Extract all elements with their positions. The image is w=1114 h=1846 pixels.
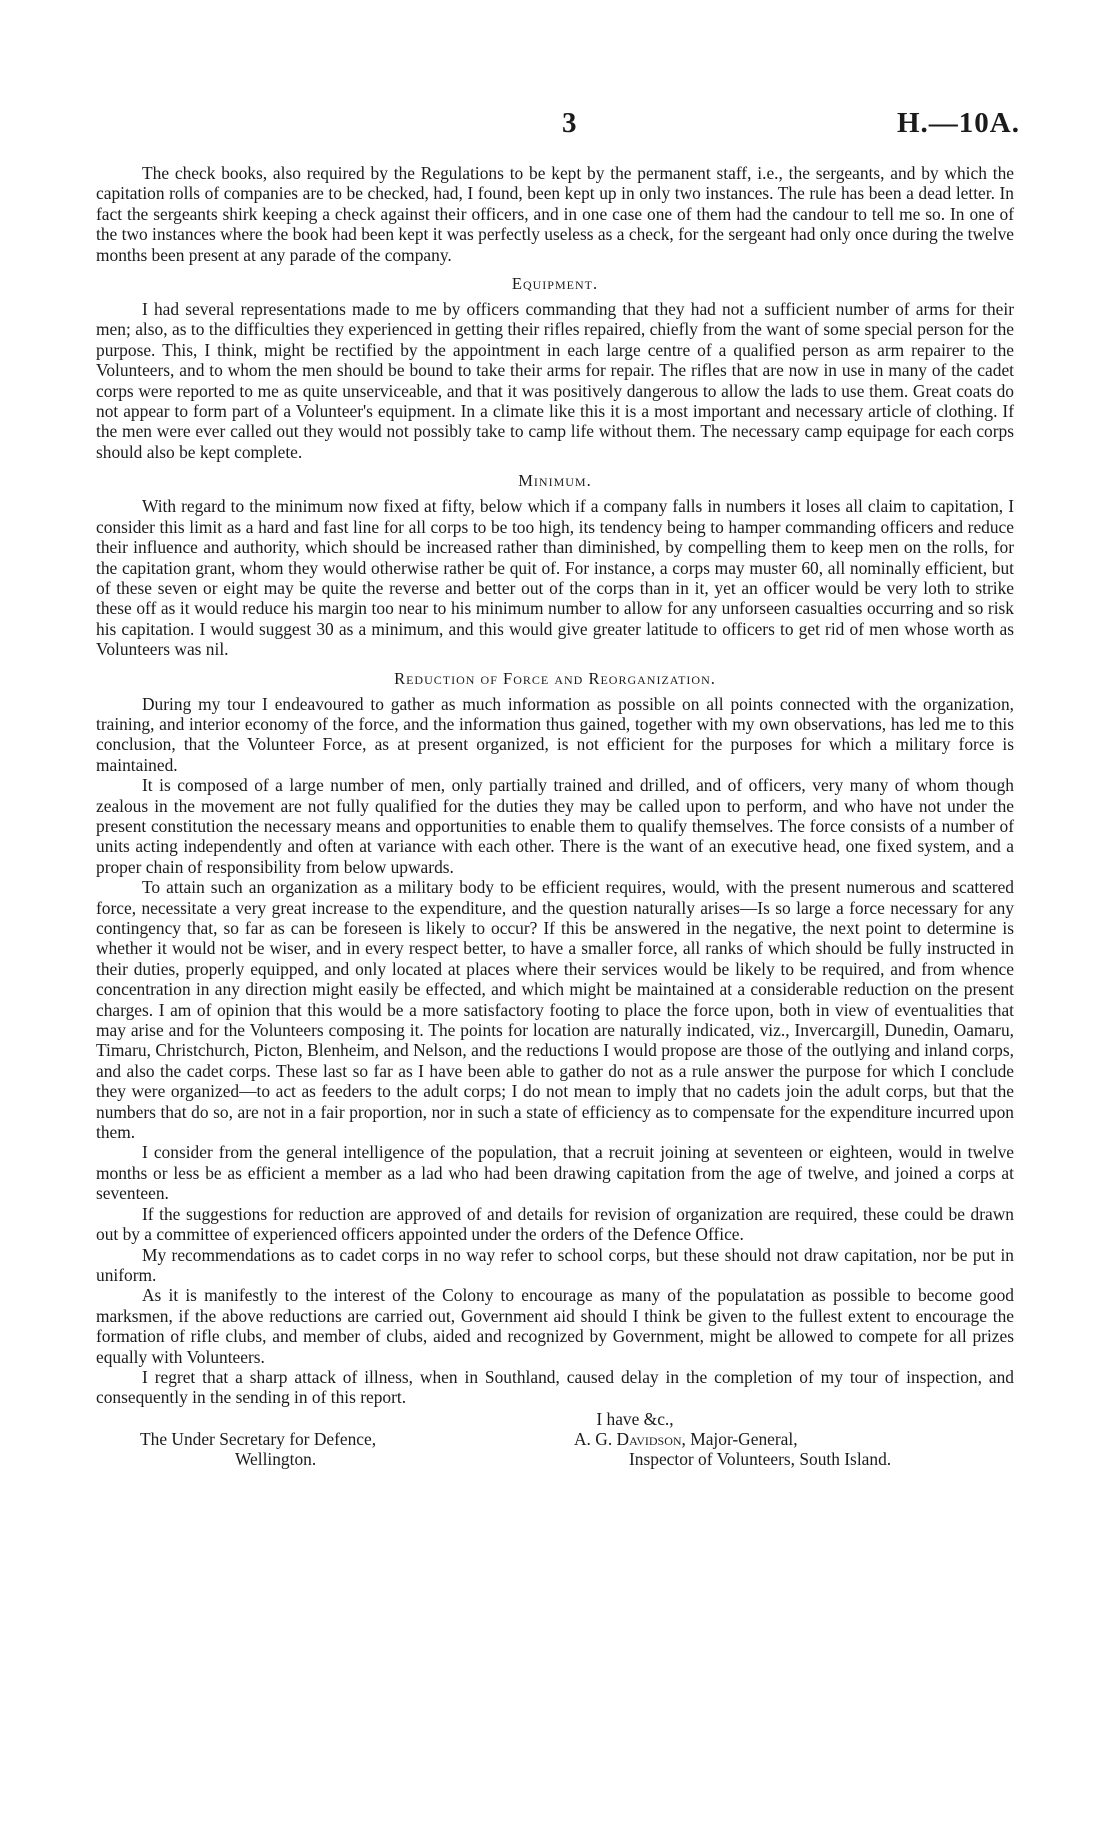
signatory-name: Davidson xyxy=(616,1428,682,1449)
signatory xyxy=(574,1429,1014,1469)
document-reference: H.—10A. xyxy=(897,107,1020,139)
signatory-rank: , Major-General, xyxy=(681,1428,798,1449)
paragraph-reduction-3: To attain such an organization as a military body to be efficient requires, would, with the present numerous and scattered force, necessitate a very great increase to the expenditure, and the question naturally arises—Is so large a force necessary for any contingency that, so far as can be foreseen is likely to occur? If this be answered in the negative, the next point to determine is whether it would not be wiser, and in every respect better, to have a smaller force, all ranks of which should be fully instructed in their duties, properly equipped, and only located at places where their services would be likely to be required, and from whence concentration in any direction might easily be effected, and which might be maintained at a considerable reduction on the present charges. I am of opinion that this would be a more satisfactory footing to place the force upon, both in view of eventualities that may arise and for the Volunteers composing it. The points for location are naturally indicated, viz., Invercargill, Dunedin, Oamaru, Timaru, Christchurch, Picton, Blenheim, and Nelson, and the reductions I would propose are those of the outlying and inland corps, and also the cadet corps. These last so far as I have been able to gather do not as a rule answer the purpose for which I conclude they were organized—to act as feeders to the adult corps; I do not mean to imply that no cadets join the adult corps, but that the numbers that do so, are not in a fair proportion, nor in such a state of efficiency as to compensate for the expenditure incurred upon them. xyxy=(96,877,1014,1143)
paragraph-reduction-2: It is composed of a large number of men, only partially trained and drilled, and of officers, very many of whom though zealous in the movement are not fully qualified for the duties they may be called upon to perform, and who have not under the present constitution the necessary means and opportunities to enable them to qualify themselves. The force consists of a number of units acting independently and often at variance with each other. There is the want of an executive head, one fixed system, and a proper chain of responsibility from below upwards. xyxy=(96,775,1014,877)
paragraph-reduction-8: I regret that a sharp attack of illness, when in Southland, caused delay in the completion of my tour of inspection, and consequently in the sending in of this report. xyxy=(96,1366,1014,1408)
paragraph-check-books: The check books, also required by the Regulations to be kept by the permanent staff, i.e., the sergeants, and by which the capitation rolls of companies are to be checked, had, I found, been kept up in only two instances. The rule has been a dead letter. In fact the sergeants shirk keeping a check against their officers, and in one case one of them had the candour to tell me so. In one of the two instances where the book had been kept it was perfectly useless as a check, for the sergeant had only once during the twelve months been present at any parade of the company. xyxy=(96,163,1014,265)
addressee xyxy=(96,1429,540,1469)
heading-minimum: Minimum. xyxy=(518,471,592,491)
signatory-initials: A. G. xyxy=(574,1428,613,1449)
addressee-location: Wellington. xyxy=(235,1448,317,1469)
page-number: 3 xyxy=(562,107,577,139)
addressee-title: The Under Secretary for Defence, xyxy=(140,1428,377,1449)
signatory-line xyxy=(574,1429,1014,1449)
paragraph-reduction-1: During my tour I endeavoured to gather as much information as possible on all points connected with the organization, training, and interior economy of the force, and the information thus gained, together with my own observations, has led me to this conclusion, that the Volunteer Force, as at present organized, is not efficient for the purposes for which a military force is maintained. xyxy=(96,693,1014,775)
heading-reduction-reorganization: Reduction of Force and Reorganization. xyxy=(394,668,716,688)
signatory-title: Inspector of Volunteers, South Island. xyxy=(629,1448,892,1469)
paragraph-reduction-6: My recommendations as to cadet corps in no way refer to school corps, but these should not draw capitation, nor be put in uniform. xyxy=(96,1244,1014,1285)
heading-equipment: Equipment. xyxy=(511,274,599,294)
signature-block xyxy=(96,1429,1014,1469)
closing-salutation: I have &c., xyxy=(596,1408,674,1429)
report-body xyxy=(96,163,1014,1469)
paragraph-reduction-4: I consider from the general intelligence of the population, that a recruit joining at seventeen or eighteen, would in twelve months or less be as efficient a member as a lad who had been drawing capitation from the age of twelve, and joined a corps at seventeen. xyxy=(96,1142,1014,1204)
paragraph-equipment: I had several representations made to me by officers commanding that they had not a sufficient number of arms for their men; also, as to the difficulties they experienced in getting their rifles repaired, chiefly from the want of some special person for the purpose. This, I think, might be rectified by the appointment in each large centre of a qualified person as arm repairer to the Volunteers, and to whom the men should be bound to take their arms for repair. The rifles that are now in use in many of the cadet corps were reported to me as quite unserviceable, and that it was positively dangerous to allow the lads to use them. Great coats do not appear to form part of a Volunteer's equipment. In a climate like this it is a most important and necessary article of clothing. If the men were ever called out they would not possibly take to camp life without them. The necessary camp equipage for each corps should also be kept complete. xyxy=(96,299,1014,462)
paragraph-reduction-7: As it is manifestly to the interest of the Colony to encourage as many of the populatation as possible to become good marksmen, if the above reductions are carried out, Government aid should I think be given to the fullest extent to encourage the formation of rifle clubs, and member of clubs, aided and recognized by Government, might be allowed to compete for all prizes equally with Volunteers. xyxy=(96,1285,1014,1367)
paragraph-reduction-5: If the suggestions for reduction are approved of and details for revision of organization are required, these could be drawn out by a committee of experienced officers appointed under the orders of the Defence Office. xyxy=(96,1203,1014,1245)
paragraph-minimum: With regard to the minimum now fixed at fifty, below which if a company falls in numbers it loses all claim to capitation, I consider this limit as a hard and fast line for all corps to be too high, its tendency being to hamper commanding officers and reduce their influence and authority, which should be increased rather than diminished, by compelling them to keep men on the rolls, for the capitation grant, whom they would otherwise rather be quit of. For instance, a corps may muster 60, all nominally efficient, but of these seven or eight may be quite the reverse and better out of the corps than in it, yet an officer would be very loth to strike these off as it would reduce his margin too near to his minimum number to allow for any unforseen casualties occurring and so risk his capitation. I would suggest 30 as a minimum, and this would give greater latitude to officers to get rid of men whose worth as Volunteers was nil. xyxy=(96,496,1014,660)
